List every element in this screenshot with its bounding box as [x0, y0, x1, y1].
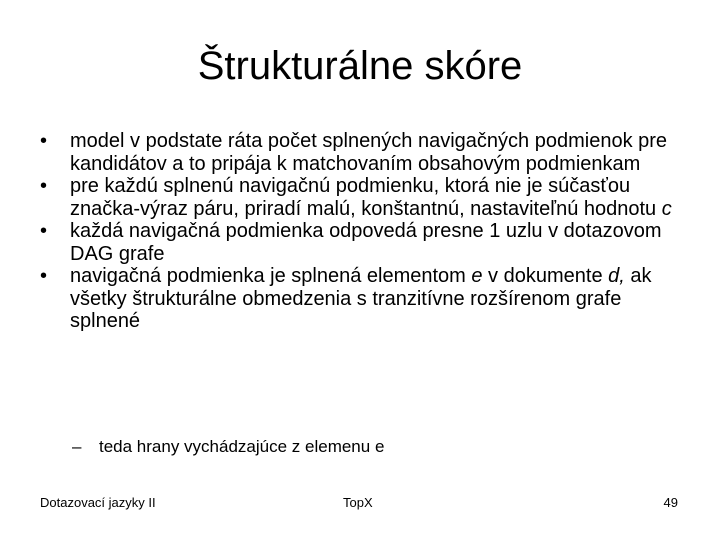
bullet-text-segment: ak všetky štrukturálne obmedzenia s tranzitívne rozšírenom grafe splnené — [70, 265, 652, 332]
bullet-item — [40, 175, 690, 220]
bullet-text-segment: pre každú splnenú navigačnú podmienku, ktorá nie je súčasťou značka-výraz páru, priradí malú, konštantnú, nastaviteľnú hodnotu — [70, 175, 662, 220]
sub-bullet-text: teda hrany vychádzajúce z elemenu e — [99, 437, 385, 456]
bullet-text-segment: d, — [608, 265, 625, 287]
bullet-item — [40, 130, 690, 175]
footer-topic: TopX — [343, 495, 373, 510]
bullet-text-segment: každá navigačná podmienka odpovedá presne 1 uzlu v dotazovom DAG grafe — [70, 220, 662, 265]
bullet-text-segment: model v podstate ráta počet splnených navigačných podmienok pre kandidátov a to pripája k matchovaním obsahovým podmienkam — [70, 130, 668, 175]
slide-title: Štrukturálne skóre — [197, 44, 523, 88]
bullet-dot-icon: • — [40, 175, 48, 197]
bullet-text-segment: c — [661, 197, 672, 220]
sub-bullet-item — [72, 436, 384, 458]
bullet-text-segment: v dokumente — [482, 265, 609, 287]
bullet-list — [40, 130, 690, 333]
footer-course-name: Dotazovací jazyky II — [40, 495, 156, 510]
bullet-dot-icon: • — [40, 265, 48, 287]
sub-bullet-list — [72, 436, 384, 458]
bullet-item — [40, 220, 690, 265]
bullet-text-segment: e — [471, 265, 483, 287]
footer-page-number: 49 — [663, 495, 678, 510]
bullet-text-segment: navigačná podmienka je splnená elementom — [70, 265, 472, 287]
bullet-dot-icon: • — [40, 130, 48, 152]
dash-icon: – — [72, 437, 82, 456]
bullet-item — [40, 265, 690, 333]
bullet-dot-icon: • — [40, 220, 48, 242]
